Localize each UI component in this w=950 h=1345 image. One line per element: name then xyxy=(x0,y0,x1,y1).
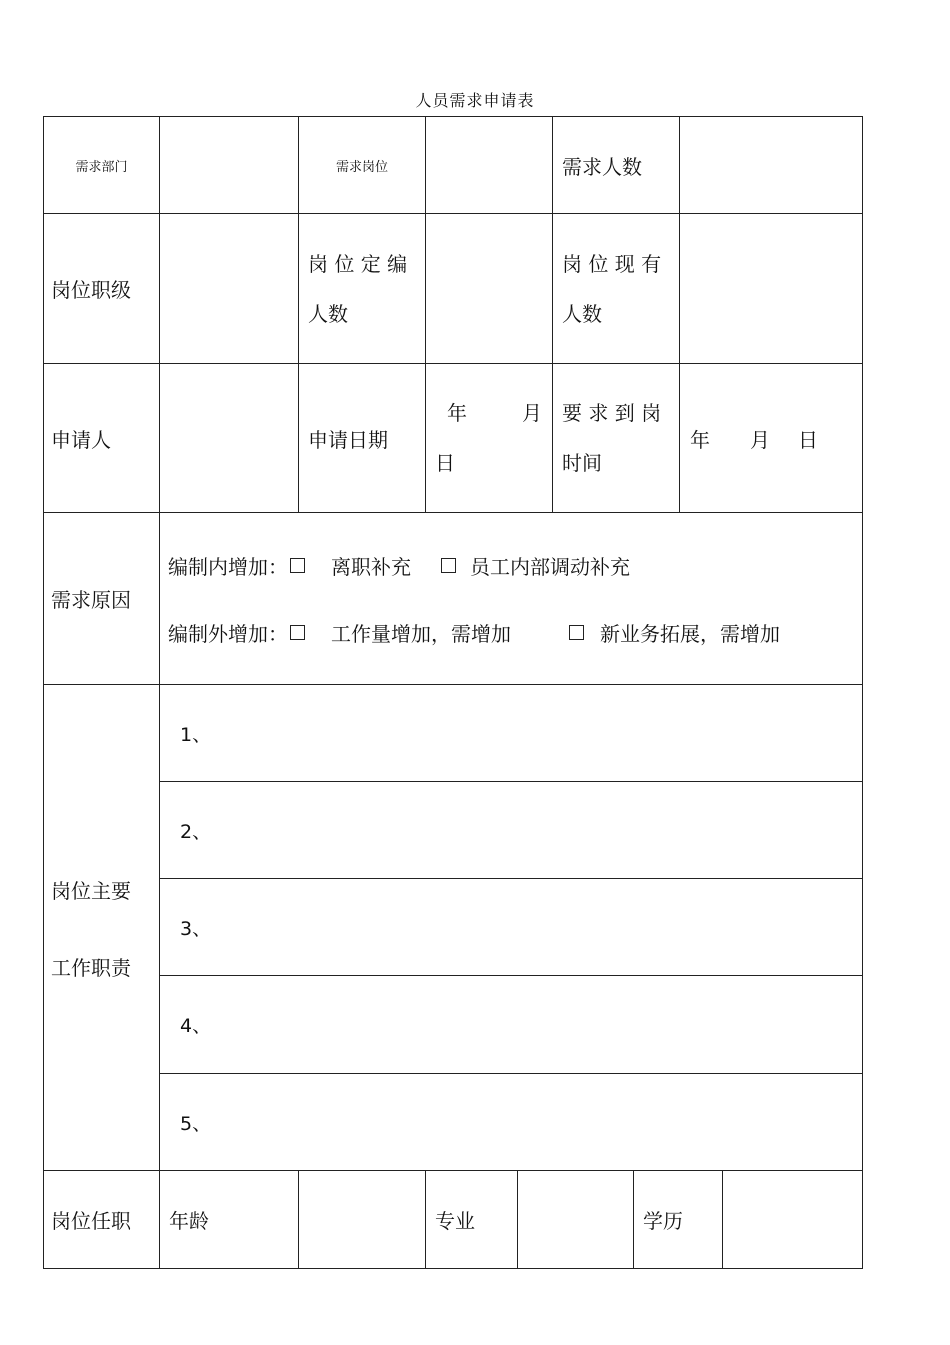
date-year: 年 xyxy=(447,401,467,425)
checkbox-workload[interactable] xyxy=(290,625,305,640)
checkbox-new-business[interactable] xyxy=(569,625,584,640)
duty-item-2[interactable]: 2、 xyxy=(159,781,863,879)
date-month: 月 xyxy=(522,401,542,425)
current-label-line1: 岗 位 现 有 xyxy=(562,251,662,276)
reason-within-line xyxy=(168,551,862,580)
duty-item-1[interactable]: 1、 xyxy=(159,684,863,782)
arrive-value-cell[interactable] xyxy=(679,363,863,513)
form-title: 人员需求申请表 xyxy=(415,91,535,110)
age-label: 年龄 xyxy=(159,1170,299,1269)
applicant-label: 申请人 xyxy=(43,363,160,513)
reason-internal-transfer-label: 员工内部调动补充 xyxy=(470,554,630,579)
reason-workload-label: 工作量增加，需增加 xyxy=(331,621,511,646)
arrive-day: 日 xyxy=(798,427,818,452)
level-value-cell[interactable] xyxy=(159,213,299,364)
applicant-value-cell[interactable] xyxy=(159,363,299,513)
reason-resignation-label: 离职补充 xyxy=(331,554,411,579)
duties-label-line2: 工作职责 xyxy=(51,955,131,980)
requirements-label: 岗位任职 xyxy=(43,1170,160,1269)
dept-value-cell[interactable] xyxy=(159,116,299,214)
current-value-cell[interactable] xyxy=(679,213,863,364)
arrive-year: 年 xyxy=(690,427,710,452)
arrive-label-line1: 要 求 到 岗 xyxy=(562,401,662,425)
quota-label-line1: 岗 位 定 编 xyxy=(308,251,408,276)
current-label-line2: 人数 xyxy=(562,301,602,326)
count-value-cell[interactable] xyxy=(679,116,863,214)
arrive-label-line2: 时间 xyxy=(562,451,602,475)
duty-item-4[interactable]: 4、 xyxy=(159,975,863,1074)
date-year-month xyxy=(435,388,552,438)
checkbox-resignation[interactable] xyxy=(290,558,305,573)
dept-label: 需求部门 xyxy=(43,116,160,214)
arrive-month: 月 xyxy=(750,427,770,452)
post-label: 需求岗位 xyxy=(298,116,426,214)
quota-value-cell[interactable] xyxy=(425,213,553,364)
duty-item-5[interactable]: 5、 xyxy=(159,1073,863,1171)
request-form-table xyxy=(44,117,863,1269)
reason-outside-label: 编制外增加： xyxy=(168,621,288,646)
edu-value-cell[interactable] xyxy=(722,1170,863,1269)
duties-label xyxy=(43,684,160,1171)
reason-within-label: 编制内增加： xyxy=(168,554,288,579)
date-value-cell[interactable] xyxy=(425,363,553,513)
checkbox-internal-transfer[interactable] xyxy=(441,558,456,573)
quota-label-line2: 人数 xyxy=(308,301,348,326)
date-day: 日 xyxy=(435,451,455,475)
reason-options xyxy=(159,512,863,685)
quota-label xyxy=(298,213,426,364)
current-label xyxy=(552,213,680,364)
reason-outside-line xyxy=(168,618,862,647)
count-label: 需求人数 xyxy=(552,116,680,214)
age-value-cell[interactable] xyxy=(298,1170,426,1269)
arrive-label xyxy=(552,363,680,513)
major-label: 专业 xyxy=(425,1170,518,1269)
edu-label: 学历 xyxy=(633,1170,723,1269)
level-label: 岗位职级 xyxy=(43,213,160,364)
duty-item-3[interactable]: 3、 xyxy=(159,878,863,976)
date-label: 申请日期 xyxy=(298,363,426,513)
duties-label-line1: 岗位主要 xyxy=(51,878,131,903)
reason-label: 需求原因 xyxy=(43,512,160,685)
post-value-cell[interactable] xyxy=(425,116,553,214)
major-value-cell[interactable] xyxy=(517,1170,634,1269)
reason-new-business-label: 新业务拓展，需增加 xyxy=(600,621,780,646)
